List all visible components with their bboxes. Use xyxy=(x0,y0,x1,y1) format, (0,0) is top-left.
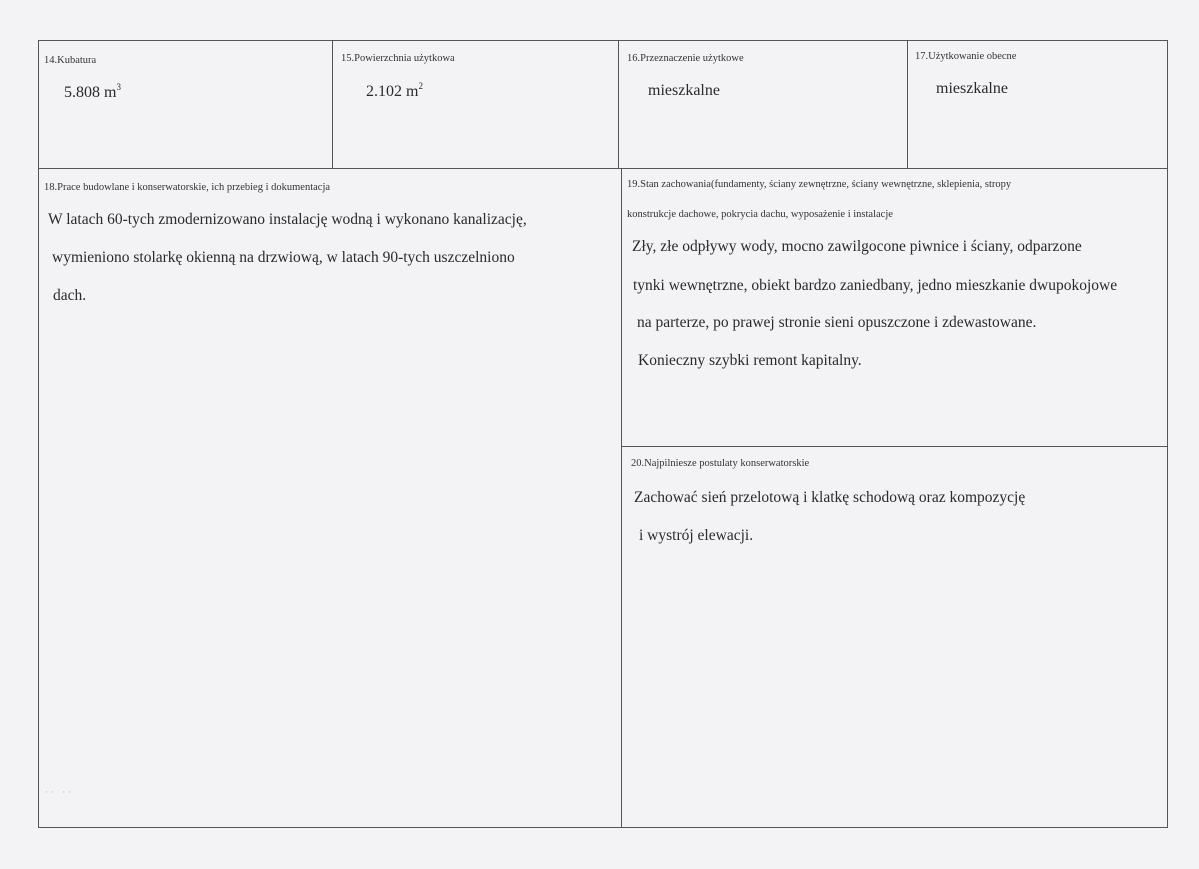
divider xyxy=(38,168,1168,169)
prace-line: wymieniono stolarkę okienną na drzwiową, w latach 90-tych uszczelniono xyxy=(52,249,515,266)
stan-line: Zły, złe odpływy wody, mocno zawilgocone piwnice i ściany, odparzone xyxy=(632,238,1082,255)
stan-line: Konieczny szybki remont kapitalny. xyxy=(638,352,862,369)
divider xyxy=(907,40,908,168)
stan-label: 19.Stan zachowania(fundamenty, ściany zewnętrzne, ściany wewnętrzne, sklepienia, stropy xyxy=(627,179,1012,190)
uzytkowanie-label: 17.Użytkowanie obecne xyxy=(915,51,1017,62)
postulaty-line: Zachować sień przelotową i klatkę schodową oraz kompozycję xyxy=(634,489,1026,506)
prace-line: W latach 60-tych zmodernizowano instalację wodną i wykonano kanalizację, xyxy=(48,211,527,228)
powierzchnia-label: 15.Powierzchnia użytkowa xyxy=(341,53,455,64)
przeznaczenie-label: 16.Przeznaczenie użytkowe xyxy=(627,53,744,64)
divider xyxy=(621,446,1168,447)
przeznaczenie-value: mieszkalne xyxy=(648,82,720,99)
stan-line: na parterze, po prawej stronie sieni opuszczone i zdewastowane. xyxy=(637,314,1037,331)
divider xyxy=(618,40,619,168)
kubatura-label: 14.Kubatura xyxy=(44,55,97,66)
prace-label: 18.Prace budowlane i konserwatorskie, ich przebieg i dokumentacja xyxy=(44,182,331,193)
stan-label-cont: konstrukcje dachowe, pokrycia dachu, wyposażenie i instalacje xyxy=(627,209,893,220)
postulaty-line: i wystrój elewacji. xyxy=(639,527,754,544)
kubatura-value-text: 5.808 m xyxy=(64,84,117,101)
prace-line: dach. xyxy=(53,287,87,304)
form-frame xyxy=(38,40,1168,828)
kubatura-unit-sup: 3 xyxy=(116,82,121,92)
powierzchnia-value-text: 2.102 m xyxy=(366,83,419,100)
powierzchnia-value xyxy=(366,83,423,101)
postulaty-label: 20.Najpilniesze postulaty konserwatorskie xyxy=(631,458,810,469)
scan-specks: ·· ·· xyxy=(45,787,75,797)
stan-line: tynki wewnętrzne, obiekt bardzo zaniedbany, jedno mieszkanie dwupokojowe xyxy=(633,277,1118,294)
powierzchnia-unit-sup: 2 xyxy=(418,81,423,91)
divider xyxy=(332,40,333,168)
kubatura-value xyxy=(64,84,121,102)
divider xyxy=(621,168,622,828)
uzytkowanie-value: mieszkalne xyxy=(936,80,1008,97)
